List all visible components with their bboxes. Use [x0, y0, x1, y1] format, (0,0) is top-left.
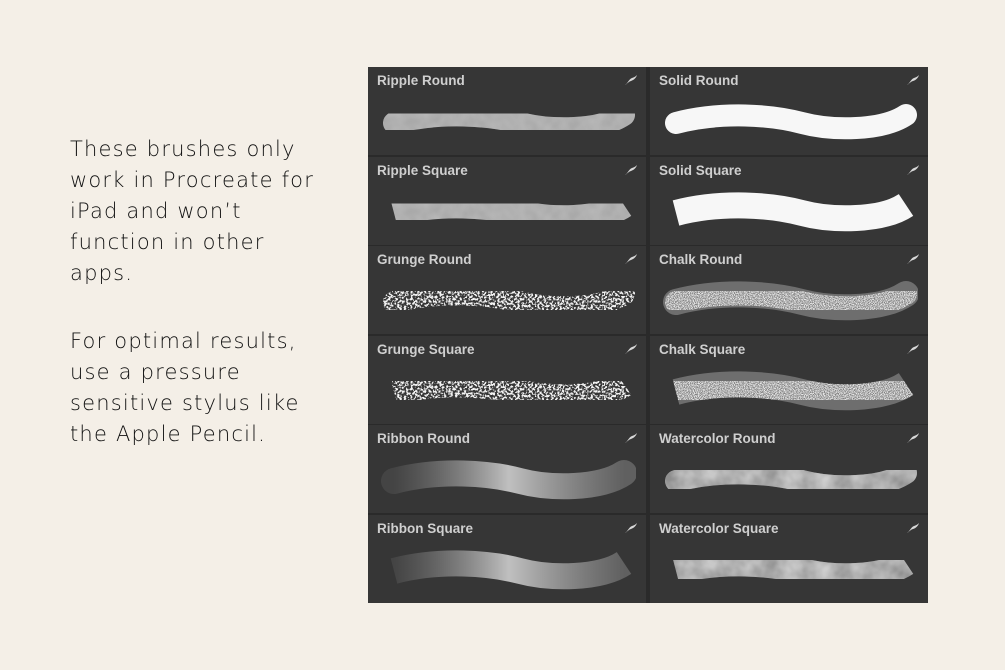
- brush-cell-ribbon-square[interactable]: [368, 515, 646, 603]
- brush-stroke-preview: [662, 272, 918, 332]
- wand-stroke-icon: [624, 522, 638, 534]
- brush-cell-watercolor-square[interactable]: [650, 515, 928, 603]
- brush-stroke-preview: [380, 93, 636, 153]
- brush-cell-grunge-round[interactable]: [368, 246, 646, 334]
- brush-cell-chalk-round[interactable]: [650, 246, 928, 334]
- wand-stroke-icon: [906, 432, 920, 444]
- brush-stroke-preview: [380, 451, 636, 511]
- brush-cell-chalk-square[interactable]: [650, 336, 928, 424]
- brush-library: [368, 67, 928, 603]
- brush-name: Grunge Round: [377, 252, 472, 268]
- brush-name: Ripple Round: [377, 73, 465, 88]
- intro-paragraph-1: These brushes only work in Procreate for iPad and won’t function in other apps.: [70, 137, 315, 285]
- wand-stroke-icon: [624, 74, 638, 86]
- wand-stroke-icon: [624, 253, 638, 265]
- wand-stroke-icon: [906, 74, 920, 86]
- brush-cell-watercolor-round[interactable]: [650, 425, 928, 513]
- brush-stroke-preview: [380, 362, 636, 422]
- brush-name: Ripple Square: [377, 162, 468, 178]
- brush-stroke-preview: [380, 541, 636, 601]
- wand-stroke-icon: [624, 432, 638, 444]
- wand-stroke-icon: [906, 343, 920, 355]
- brush-name: Ribbon Round: [377, 431, 470, 447]
- wand-stroke-icon: [906, 522, 920, 534]
- brush-cell-ripple-round[interactable]: [368, 67, 646, 155]
- brush-cell-ripple-square[interactable]: [368, 157, 646, 245]
- brush-name: Grunge Square: [377, 341, 475, 357]
- brush-stroke-preview: [380, 183, 636, 243]
- brush-name: Chalk Round: [659, 252, 743, 268]
- wand-stroke-icon: [906, 164, 920, 176]
- brush-stroke-preview: [662, 93, 918, 153]
- brush-stroke-preview: [380, 272, 636, 332]
- brush-name: Chalk Square: [659, 341, 746, 357]
- brush-name: Solid Square: [659, 162, 742, 178]
- brush-name: Watercolor Square: [659, 520, 779, 536]
- intro-paragraph-2: For optimal results, use a pressure sensitive stylus like the Apple Pencil.: [70, 329, 300, 446]
- wand-stroke-icon: [624, 343, 638, 355]
- brush-name: Watercolor Round: [659, 431, 776, 447]
- brush-cell-solid-round[interactable]: [650, 67, 928, 155]
- brush-stroke-preview: [662, 451, 918, 511]
- wand-stroke-icon: [624, 164, 638, 176]
- brush-stroke-preview: [662, 362, 918, 422]
- brush-cell-solid-square[interactable]: [650, 157, 928, 245]
- brush-cell-grunge-square[interactable]: [368, 336, 646, 424]
- brush-name: Solid Round: [659, 73, 739, 88]
- brush-stroke-preview: [662, 183, 918, 243]
- wand-stroke-icon: [906, 253, 920, 265]
- brush-stroke-preview: [662, 541, 918, 601]
- brush-cell-ribbon-round[interactable]: [368, 425, 646, 513]
- intro-text: [70, 134, 320, 487]
- brush-name: Ribbon Square: [377, 520, 474, 536]
